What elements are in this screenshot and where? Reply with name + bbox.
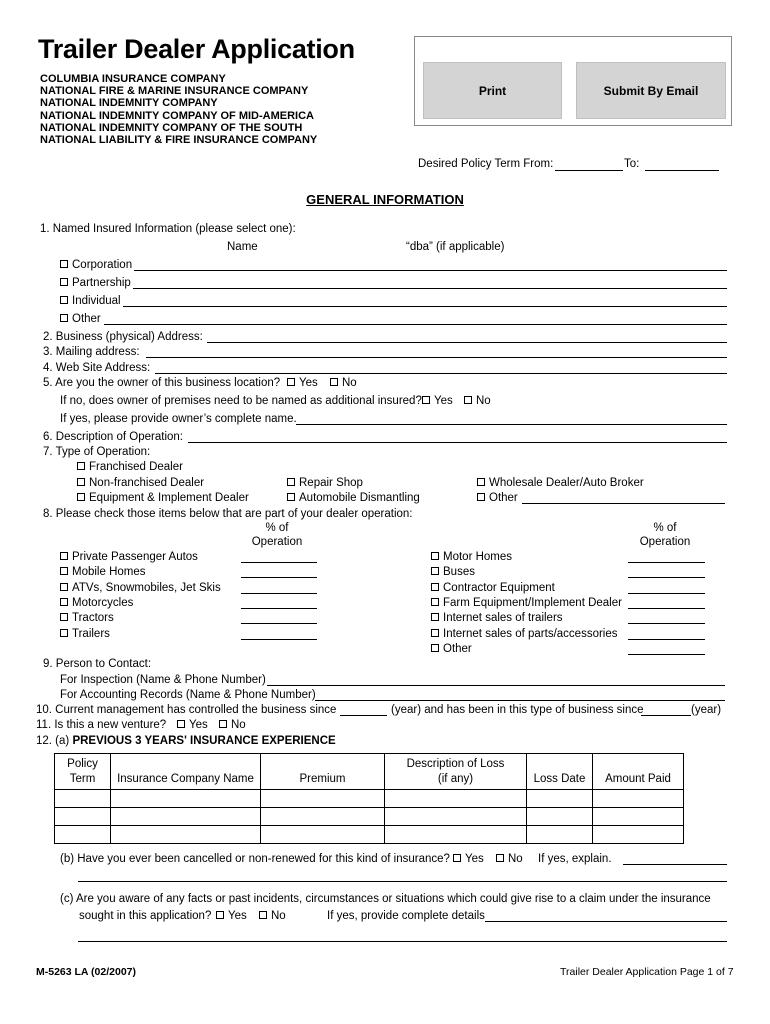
- checkbox[interactable]: [431, 629, 439, 637]
- corporation-option[interactable]: Corporation: [60, 258, 132, 272]
- q4-label: 4. Web Site Address:: [43, 362, 151, 374]
- pct-header-right-2: Operation: [639, 536, 691, 548]
- checkbox[interactable]: [60, 278, 68, 286]
- q11-yes-option[interactable]: Yes: [177, 718, 208, 732]
- q12c-label: (c) Are you aware of any facts or past incidents, circumstances or situations which could give rise to a claim under the insurance: [60, 893, 711, 905]
- inspection-contact-field[interactable]: [267, 685, 725, 686]
- table-cell[interactable]: [261, 826, 385, 844]
- dealer-item-right[interactable]: Farm Equipment/Implement Dealer: [431, 596, 622, 610]
- print-button[interactable]: Print: [423, 62, 562, 119]
- checkbox[interactable]: [496, 854, 504, 862]
- pct-header-left-2: Operation: [251, 536, 303, 548]
- individual-option[interactable]: Individual: [60, 294, 121, 308]
- table-cell[interactable]: [111, 826, 261, 844]
- amount-paid-header: Amount Paid: [593, 754, 684, 790]
- management-year-field[interactable]: [340, 715, 387, 716]
- q9-label: 9. Person to Contact:: [43, 658, 152, 670]
- table-cell[interactable]: [385, 808, 527, 826]
- table-cell[interactable]: [385, 826, 527, 844]
- section-title: GENERAL INFORMATION: [306, 192, 464, 207]
- pct-field[interactable]: [241, 639, 317, 640]
- pct-header-left: % of: [265, 522, 289, 534]
- policy-term-to-label: To:: [624, 158, 640, 170]
- table-cell[interactable]: [527, 808, 593, 826]
- name-column-label: Name: [227, 241, 258, 253]
- pct-field[interactable]: [241, 623, 317, 624]
- table-cell[interactable]: [111, 790, 261, 808]
- table-cell[interactable]: [111, 808, 261, 826]
- q6-label: 6. Description of Operation:: [43, 431, 183, 443]
- q5-sub2-label: If yes, please provide owner’s complete name.: [60, 413, 297, 425]
- q12-label: 12. (a) PREVIOUS 3 YEARS' INSURANCE EXPERIENCE: [36, 735, 336, 747]
- form-number: M-5263 LA (02/2007): [36, 966, 136, 978]
- company-name: NATIONAL FIRE & MARINE INSURANCE COMPANY: [40, 85, 309, 98]
- dealer-item-left[interactable]: Motorcycles: [60, 596, 133, 610]
- company-name: COLUMBIA INSURANCE COMPANY: [40, 73, 226, 85]
- submit-by-email-button[interactable]: Submit By Email: [576, 62, 726, 119]
- checkbox[interactable]: [60, 314, 68, 322]
- checkbox[interactable]: [60, 629, 68, 637]
- dealer-item-right[interactable]: Motor Homes: [431, 550, 512, 564]
- dealer-item-left[interactable]: ATVs, Snowmobiles, Jet Skis: [60, 581, 221, 595]
- automobile-dismantling-option[interactable]: Automobile Dismantling: [287, 491, 420, 505]
- table-row: [55, 790, 684, 808]
- company-list: [40, 73, 317, 146]
- q3-label: 3. Mailing address:: [43, 346, 140, 358]
- q12c-details-label: If yes, provide complete details: [327, 910, 485, 922]
- checkbox[interactable]: [431, 598, 439, 606]
- insurance-history-table: [54, 753, 684, 844]
- pct-field[interactable]: [241, 593, 317, 594]
- policy-term-header: Policy Term: [55, 754, 111, 790]
- checkbox[interactable]: [431, 613, 439, 621]
- checkbox[interactable]: [453, 854, 461, 862]
- company-name: NATIONAL INDEMNITY COMPANY OF MID-AMERICA: [40, 109, 314, 122]
- corporation-name-field[interactable]: [134, 270, 727, 271]
- checkbox[interactable]: [219, 720, 227, 728]
- company-name: NATIONAL INDEMNITY COMPANY: [40, 97, 218, 110]
- checkbox[interactable]: [431, 567, 439, 575]
- table-cell[interactable]: [261, 808, 385, 826]
- q12c-details-field-2[interactable]: [78, 941, 727, 942]
- checkbox[interactable]: [77, 478, 85, 486]
- wholesale-dealer-option[interactable]: Wholesale Dealer/Auto Broker: [477, 476, 644, 490]
- loss-description-header: Description of Loss (if any): [385, 754, 527, 790]
- q5-sub1-no-option[interactable]: No: [464, 394, 491, 408]
- checkbox[interactable]: [477, 493, 485, 501]
- q5-no-option[interactable]: No: [330, 376, 357, 390]
- page-title: Trailer Dealer Application: [38, 34, 355, 64]
- checkbox[interactable]: [287, 478, 295, 486]
- dealer-item-left[interactable]: Tractors: [60, 611, 114, 625]
- checkbox[interactable]: [77, 493, 85, 501]
- pct-field[interactable]: [628, 639, 705, 640]
- checkbox[interactable]: [330, 378, 338, 386]
- dealer-item-right[interactable]: Other: [431, 642, 472, 656]
- table-cell[interactable]: [527, 790, 593, 808]
- checkbox[interactable]: [60, 260, 68, 268]
- q10-label: 10. Current management has controlled the business since: [36, 704, 337, 716]
- pct-field[interactable]: [628, 654, 705, 655]
- dealer-item-right[interactable]: Internet sales of trailers: [431, 611, 563, 625]
- owner-name-field[interactable]: [296, 424, 727, 425]
- q12b-no-option[interactable]: No: [496, 852, 523, 866]
- accounting-contact-label: For Accounting Records (Name & Phone Number): [60, 689, 316, 701]
- loss-date-header: Loss Date: [527, 754, 593, 790]
- table-row: [55, 826, 684, 844]
- operation-other-option[interactable]: Other: [477, 491, 518, 505]
- inspection-contact-label: For Inspection (Name & Phone Number): [60, 674, 266, 686]
- checkbox[interactable]: [177, 720, 185, 728]
- other-option[interactable]: Other: [60, 312, 101, 326]
- dealer-item-left[interactable]: Mobile Homes: [60, 565, 146, 579]
- dba-column-label: “dba” (if applicable): [406, 241, 505, 253]
- partnership-option[interactable]: Partnership: [60, 276, 131, 290]
- q10-label-3: (year): [691, 704, 722, 716]
- policy-term-to-field[interactable]: [645, 170, 719, 171]
- checkbox[interactable]: [60, 613, 68, 621]
- q5-sub1-yes-option[interactable]: Yes: [422, 394, 453, 408]
- company-name-header: Insurance Company Name: [111, 754, 261, 790]
- table-cell[interactable]: [527, 826, 593, 844]
- q11-label: 11. Is this a new venture?: [36, 719, 167, 731]
- checkbox[interactable]: [60, 552, 68, 560]
- dealer-item-right[interactable]: Contractor Equipment: [431, 581, 555, 595]
- page-number: Trailer Dealer Application Page 1 of 7: [560, 966, 734, 978]
- policy-term-from-field[interactable]: [555, 170, 623, 171]
- equipment-dealer-option[interactable]: Equipment & Implement Dealer: [77, 491, 249, 505]
- table-cell[interactable]: [55, 808, 111, 826]
- individual-name-field[interactable]: [123, 306, 727, 307]
- franchised-dealer-option[interactable]: Franchised Dealer: [77, 460, 183, 474]
- operation-description-field[interactable]: [188, 442, 727, 443]
- checkbox[interactable]: [431, 644, 439, 652]
- dealer-item-right[interactable]: Buses: [431, 565, 475, 579]
- q8-label: 8. Please check those items below that are part of your dealer operation:: [43, 508, 413, 520]
- q12b-yes-option[interactable]: Yes: [453, 852, 484, 866]
- checkbox[interactable]: [422, 396, 430, 404]
- premium-header: Premium: [261, 754, 385, 790]
- q12b-explain-label: If yes, explain.: [538, 853, 612, 865]
- q5-yes-option[interactable]: Yes: [287, 376, 318, 390]
- accounting-contact-field[interactable]: [315, 700, 725, 701]
- q10-label-2: (year) and has been in this type of business since: [391, 704, 644, 716]
- q12c-yes-option[interactable]: Yes: [216, 909, 247, 923]
- operation-other-field[interactable]: [522, 503, 725, 504]
- table-row: [55, 808, 684, 826]
- pct-field[interactable]: [241, 562, 317, 563]
- table-cell[interactable]: [385, 790, 527, 808]
- table-cell[interactable]: [261, 790, 385, 808]
- q12c-label-2: sought in this application?: [79, 910, 212, 922]
- table-cell[interactable]: [55, 826, 111, 844]
- checkbox[interactable]: [216, 911, 224, 919]
- checkbox[interactable]: [287, 493, 295, 501]
- checkbox[interactable]: [60, 583, 68, 591]
- mailing-address-field[interactable]: [146, 357, 727, 358]
- pct-field[interactable]: [628, 577, 705, 578]
- partnership-name-field[interactable]: [133, 288, 727, 289]
- checkbox[interactable]: [287, 378, 295, 386]
- checkbox[interactable]: [60, 567, 68, 575]
- q5-label: 5. Are you the owner of this business location?: [43, 377, 281, 389]
- other-name-field[interactable]: [104, 324, 727, 325]
- company-name: NATIONAL LIABILITY & FIRE INSURANCE COMPANY: [40, 133, 318, 146]
- table-cell[interactable]: [593, 790, 684, 808]
- q1-label: 1. Named Insured Information (please select one):: [40, 223, 296, 235]
- company-name: NATIONAL INDEMNITY COMPANY OF THE SOUTH: [40, 121, 303, 134]
- q12c-details-field[interactable]: [485, 921, 727, 922]
- q7-label: 7. Type of Operation:: [43, 446, 151, 458]
- q12b-explain-field-2[interactable]: [78, 881, 727, 882]
- q2-label: 2. Business (physical) Address:: [43, 331, 203, 343]
- dealer-item-left[interactable]: Trailers: [60, 627, 110, 641]
- business-address-field[interactable]: [207, 342, 727, 343]
- checkbox[interactable]: [464, 396, 472, 404]
- pct-header-right: % of: [653, 522, 677, 534]
- policy-term-from-label: Desired Policy Term From:: [418, 158, 554, 170]
- checkbox[interactable]: [77, 462, 85, 470]
- website-field[interactable]: [155, 373, 727, 374]
- pct-field[interactable]: [628, 623, 705, 624]
- q12b-label: (b) Have you ever been cancelled or non-renewed for this kind of insurance?: [60, 853, 450, 865]
- pct-field[interactable]: [628, 562, 705, 563]
- repair-shop-option[interactable]: Repair Shop: [287, 476, 363, 490]
- pct-field[interactable]: [241, 608, 317, 609]
- pct-field[interactable]: [628, 593, 705, 594]
- dealer-item-right[interactable]: Internet sales of parts/accessories: [431, 627, 618, 641]
- checkbox[interactable]: [259, 911, 267, 919]
- q11-no-option[interactable]: No: [219, 718, 246, 732]
- business-type-year-field[interactable]: [641, 715, 691, 716]
- checkbox[interactable]: [431, 583, 439, 591]
- pct-field[interactable]: [241, 577, 317, 578]
- dealer-item-left[interactable]: Private Passenger Autos: [60, 550, 198, 564]
- checkbox[interactable]: [431, 552, 439, 560]
- checkbox[interactable]: [60, 598, 68, 606]
- table-cell[interactable]: [55, 790, 111, 808]
- q5-sub1-label: If no, does owner of premises need to be named as additional insured?: [60, 395, 422, 407]
- table-cell[interactable]: [593, 826, 684, 844]
- checkbox[interactable]: [477, 478, 485, 486]
- non-franchised-dealer-option[interactable]: Non-franchised Dealer: [77, 476, 204, 490]
- q12c-no-option[interactable]: No: [259, 909, 286, 923]
- table-cell[interactable]: [593, 808, 684, 826]
- q12b-explain-field[interactable]: [623, 864, 727, 865]
- checkbox[interactable]: [60, 296, 68, 304]
- pct-field[interactable]: [628, 608, 705, 609]
